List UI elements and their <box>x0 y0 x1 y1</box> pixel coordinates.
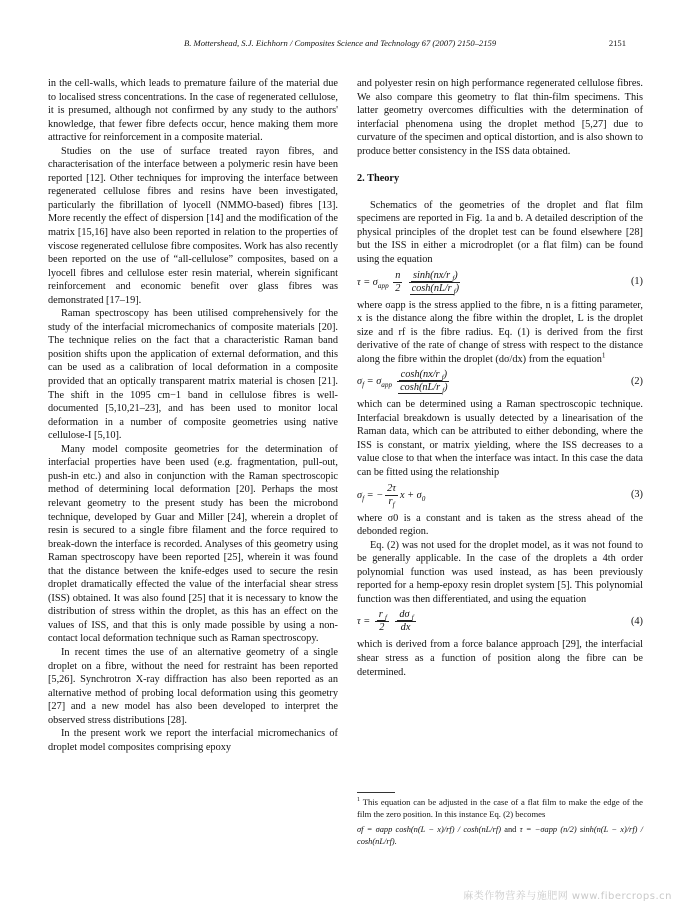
paragraph: where σapp is the stress applied to the fibre, n is a fitting parameter, x is the distance along the fibre within the droplet, L is the droplet size and rf is the fibre radius. Eq. (1) is derived from the first derivative of the rate of change of stress with respect to the distance along the fibre within the droplet (dσ/dx) from the equation$^1$ <box>357 299 643 365</box>
paragraph: which can be determined using a Raman spectroscopic technique. Interfacial breakdown is usually detected by a linearisation of the Raman data, which can be attributed to either debonding, where the ISS is constant, or matrix yielding, where the ISS decreases to a value close to that when the interface was intact. In this case the data can be fitted using the relationship <box>357 399 643 479</box>
paragraph: In recent times the use of an alternative geometry of a single droplet on a fibre, without the need for restraint has been reported [5,26]. Synchrotron X-ray diffraction has also been reported as an alternative method of probing local deformation using this geometry [27] and a new model has also been developed to interpret the observed stress distributions [28]. <box>48 646 338 726</box>
page-number: 2151 <box>608 38 626 48</box>
right-column <box>357 77 643 679</box>
paragraph: which is derived from a force balance approach [29], the interfacial shear stress as a function of position along the fibre can be determined. <box>357 639 643 678</box>
footnote-equations: σf = σapp cosh(n(L − x)/rf) / cosh(nL/rf) and τ = −σapp (n/2) sinh(n(L − x)/rf) / cosh(nL/rf). <box>357 825 644 846</box>
equation-4: τ = $\frac{r _f}{2}$ $\frac{d\sigma _f}{dx}$ (4) <box>357 609 643 634</box>
paragraph: Raman spectroscopy has been utilised comprehensively for the study of the interfacial micromechanics of composite materials [20]. The technique relies on the fact that a characteristic Raman band position shifts upon the application of external deformation, and this can be used as a calibration of local deformation in a composite provided that an optically transparent matrix material is chosen [21]. The shift in the 1095 cm−1 band in cellulose fibres is well-documented [5,10,21–23], and has been used to monitor local deformation in a number of composite geometries using native cellulose-I [5,10]. <box>48 308 338 442</box>
section-heading: 2. Theory <box>357 173 400 185</box>
equation-2: $\sigma_f = \sigma_{app}$ $\frac{\cosh(nx/r _f)}{\cosh(nL/r _f)}$ (2) <box>357 369 643 396</box>
paragraph: in the cell-walls, which leads to premature failure of the material due to localised stress concentrations. In the case of regenerated cellulose, it is presumed, although not confirmed by any study to the authors' knowledge, that fewer fibre defects occur, hence making them more attractive for reinforcement in a composite material. <box>48 78 338 144</box>
paragraph: In the present work we report the interfacial micromechanics of droplet model composites comprising epoxy <box>48 728 338 753</box>
equation-number: (3) <box>630 489 643 501</box>
footnote-marker: 1 <box>601 351 606 360</box>
paragraph: where σ0 is a constant and is taken as the stress ahead of the debonded region. <box>357 512 643 538</box>
paragraph: and polyester resin on high performance regenerated cellulose fibres. We also compare this geometry to flat thin-film specimens. This latter geometry overcomes difficulties with the determination of interfacial phenomena using the droplet method [5,27] due to curvature of the specimen and optical distortion, and is also shown to produce better consistency in the ISS data obtained. <box>357 78 643 157</box>
equation-number: (4) <box>630 616 643 628</box>
paragraph: Schematics of the geometries of the droplet and flat film specimens are reported in Fig. 1a and b. A detailed description of the physical principles of the droplet test can be found elsewhere [28] but the ISS in either a microdroplet (or a flat film) can be found using the equation <box>357 199 643 266</box>
equation-3: $\sigma_f$ = − $\frac{2\tau}{r_f}$ $x + \sigma_0$ (3) <box>357 482 643 509</box>
equation-number: (2) <box>630 376 643 388</box>
paragraph: Many model composite geometries for the determination of interfacial properties have been used (e.g. fragmentation, pull-out, push-in etc.) and also in conjunction with the Raman spectroscopic method of determining local deformation [20]. Perhaps the most relevant geometry to the present study has been the microbond technique, developed by Guar and Miller [24], wherein a droplet of resin is secured to a single fibre filament and the force required to break-down the interface is recorded. Analyses of this geometry using Raman spectroscopy have been reported [25], wherein it was found that the distance between the knife-edges used to secure the resin droplet dramatically effected the value of the interfacial shear stress (ISS) obtained. It was also found [25] that it is necessary to know the distribution of stress within the droplet, as this has an effect on the values of ISS, and that this is only made possible by using a non-contact local deformation technique such as Raman spectroscopy. <box>48 443 338 645</box>
running-title: B. Mottershead, S.J. Eichhorn / Composites Science and Technology 67 (2007) 2150–2159 <box>184 38 497 48</box>
equation-number: (1) <box>630 276 643 288</box>
paragraph: Studies on the use of surface treated rayon fibres, and characterisation of the interface between a polymeric resin have been reported [12]. Other techniques for improving the interface between regenerated cellulose fibres and resins have been investigated, particularly the fibrillation of lyocell (NMMO-based) fibres [13]. More recently the effect of dispersion [14] and the modification of the matrix [15,16] have also been reported in relation to the properties of viscose regenerated cellulose fibre composites. Work has also recently been reported on the use of “all-cellulose” composites, based on a lyocell fibres and cellulose ester resin material, wherein significant reinforcement and economic benefit over glass fibres was demonstrated [17–19]. <box>48 145 338 306</box>
footnote-rule <box>357 792 395 793</box>
site-watermark: 麻类作物营养与施肥网 www.fibercrops.cn <box>463 891 672 902</box>
paragraph: Eq. (2) was not used for the droplet model, as it was not found to be generally applicable. In the case of the droplets a 4th order polynomial function was used instead, as has been previously reported for a hemp-epoxy resin droplet system [5]. This polynomial function was then differentiated, and using the equation <box>357 539 643 605</box>
footnote: $^1$ This equation can be adjusted in the case of a flat film to make the edge of the film the zero position. In this instance Eq. (2) becomes σf = σapp cosh(n(L − x)/rf) / cosh(nL/rf) and τ = −σapp (n/2) sinh(n(L − x)/rf) / cosh(nL/rf). <box>357 797 644 846</box>
left-column <box>48 77 338 754</box>
equation-1: $\tau = \sigma_{app}$ $\frac{n}{2}$ $\frac{\sinh(nx/r _f)}{\cosh(nL/r _f)}$ (1) <box>357 269 643 296</box>
footnote-number: 1 <box>357 797 361 804</box>
